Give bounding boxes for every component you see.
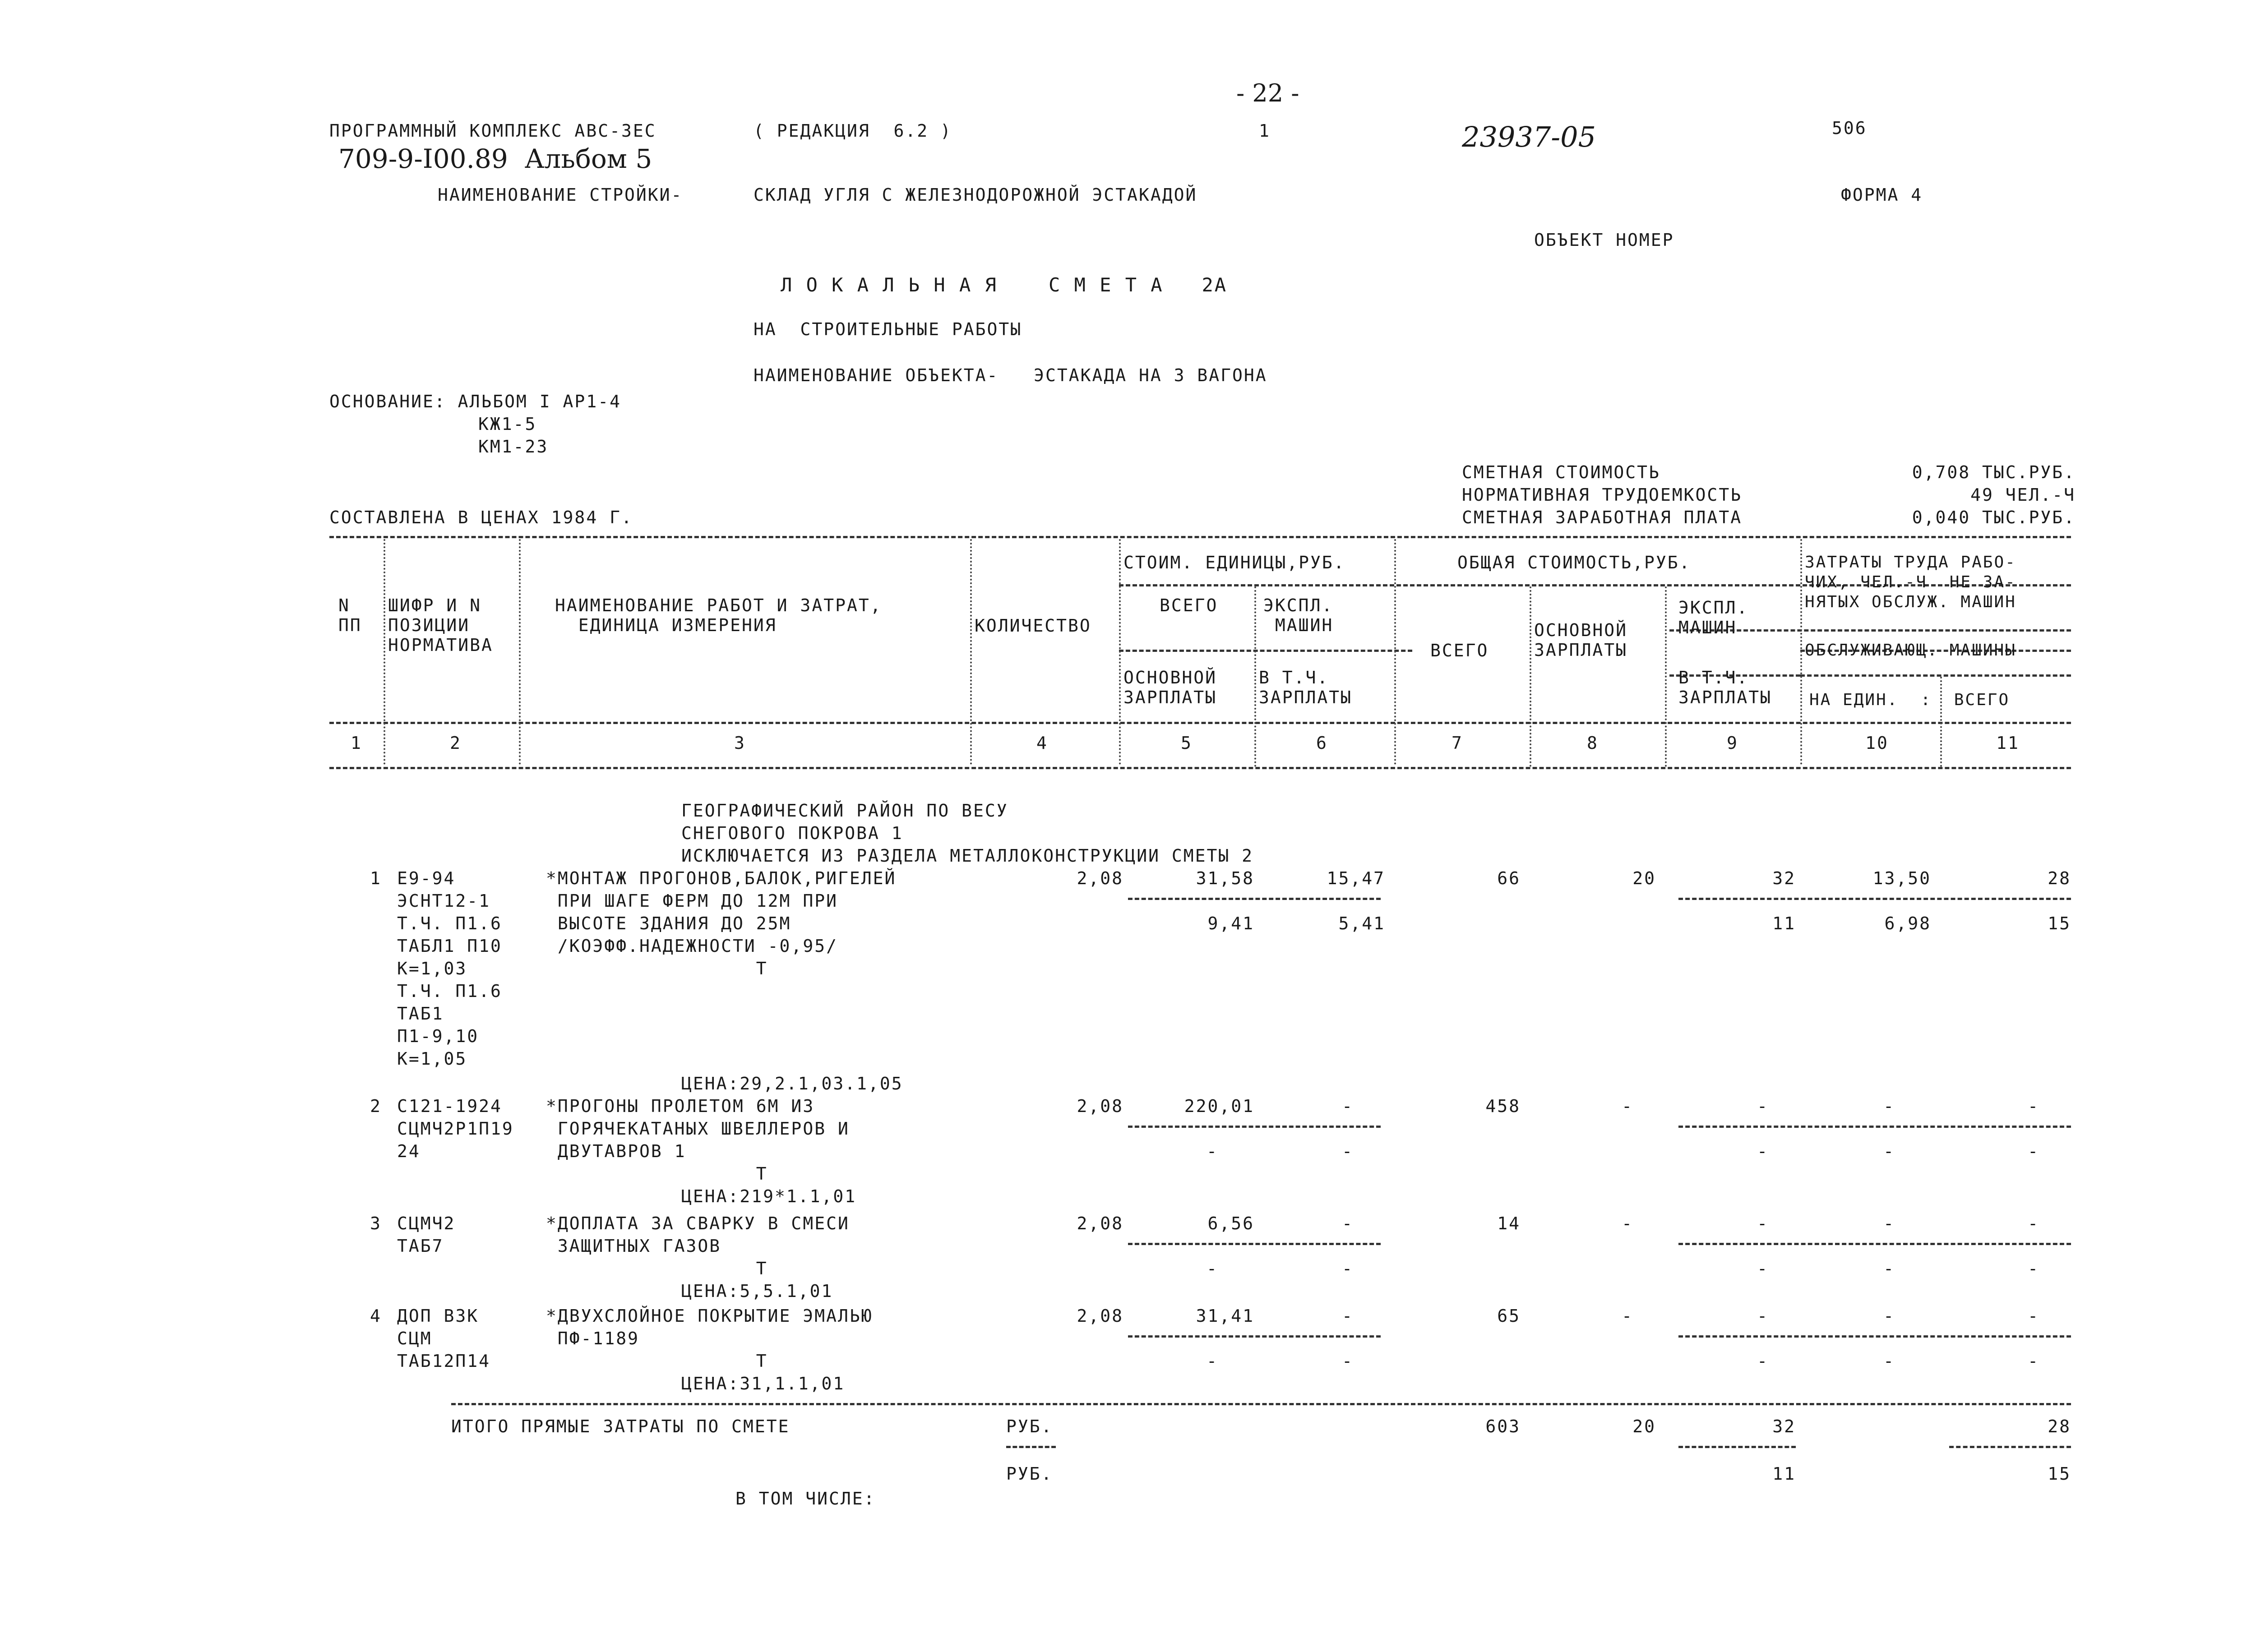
row-total-machine-wage: - <box>1757 1351 1769 1371</box>
col-head-total-machine-wage: В Т.Ч. ЗАРПЛАТЫ <box>1678 668 1772 707</box>
object-number: ОБЪЕКТ НОМЕР <box>1534 230 1674 250</box>
row-total-wage: - <box>1622 1214 1633 1233</box>
row-unit-machine-wage: - <box>1342 1259 1354 1278</box>
row-code: СЦМЧ2 <box>397 1214 456 1233</box>
row-price: ЦЕНА:29,2.1,03.1,05 <box>681 1074 903 1094</box>
totals-machines: 32 <box>1772 1417 1796 1436</box>
row-number: 2 <box>370 1096 382 1116</box>
row-code: ЭСНТ12-1 <box>397 891 491 911</box>
col-head-total-wage: ОСНОВНОЙ ЗАРПЛАТЫ <box>1534 620 1628 660</box>
row-code: К=1,05 <box>397 1049 467 1069</box>
row-code: С121-1924 <box>397 1096 502 1116</box>
totals-labor: 28 <box>2048 1417 2071 1436</box>
row-name: ВЫСОТЕ ЗДАНИЯ ДО 25М <box>546 914 791 933</box>
row-unit-machine-wage: - <box>1342 1141 1354 1161</box>
row-name: /КОЭФФ.НАДЕЖНОСТИ -0,95/ <box>546 936 838 956</box>
col-head-total-cost: ОБЩАЯ СТОИМОСТЬ,РУБ. <box>1457 553 1691 572</box>
row-labor-unit: - <box>1883 1096 1895 1116</box>
row-number: 1 <box>370 868 382 888</box>
section-line: ГЕОГРАФИЧЕСКИЙ РАЙОН ПО ВЕСУ <box>681 801 1008 821</box>
row-labor-total: - <box>2028 1351 2039 1371</box>
row-labor-unit: - <box>1883 1351 1895 1371</box>
totals-labor: 15 <box>2048 1464 2071 1484</box>
row-name: Т <box>546 1351 768 1371</box>
row-number: 3 <box>370 1214 382 1233</box>
row-code: Т.Ч. П1.6 <box>397 914 502 933</box>
row-code: ТАБЛ1 П10 <box>397 936 502 956</box>
row-total-machines: - <box>1757 1096 1769 1116</box>
summary-value: 0,040 ТЫС.РУБ. <box>1912 508 2076 527</box>
row-code: Т.Ч. П1.6 <box>397 981 502 1001</box>
row-labor-total: - <box>2028 1259 2039 1278</box>
col-number: 7 <box>1452 733 1463 753</box>
row-name: *ДВУХСЛОЙНОЕ ПОКРЫТИЕ ЭМАЛЬЮ <box>546 1306 873 1326</box>
row-name: *МОНТАЖ ПРОГОНОВ,БАЛОК,РИГЕЛЕЙ <box>546 868 897 888</box>
row-labor-total: - <box>2028 1306 2039 1326</box>
col-head-labor-service: ОБСЛУЖИВАЮЩ. МАШИНЫ <box>1805 641 2016 660</box>
col-number: 11 <box>1996 733 2020 753</box>
row-labor-total: - <box>2028 1214 2039 1233</box>
row-unit-machines: 15,47 <box>1327 868 1385 888</box>
construction-name: СКЛАД УГЛЯ С ЖЕЛЕЗНОДОРОЖНОЙ ЭСТАКАДОЙ <box>754 185 1197 205</box>
col-number: 3 <box>734 733 746 753</box>
totals-wage: 20 <box>1632 1417 1656 1436</box>
row-total-wage: - <box>1622 1306 1633 1326</box>
row-total: 458 <box>1485 1096 1521 1116</box>
row-quantity: 2,08 <box>1077 868 1123 888</box>
col-head-number: N ПП <box>338 595 362 635</box>
row-price: ЦЕНА:5,5.1,01 <box>681 1281 833 1301</box>
row-quantity: 2,08 <box>1077 1096 1123 1116</box>
col-number: 10 <box>1865 733 1889 753</box>
totals-unit: РУБ. <box>1006 1464 1053 1484</box>
basis-line: КЖ1-5 <box>478 414 537 434</box>
totals-label: ИТОГО ПРЯМЫЕ ЗАТРАТЫ ПО СМЕТЕ <box>451 1417 790 1436</box>
row-code: 24 <box>397 1141 421 1161</box>
summary-label: НОРМАТИВНАЯ ТРУДОЕМКОСТЬ <box>1462 485 1743 505</box>
row-quantity: 2,08 <box>1077 1306 1123 1326</box>
row-total-machines: 32 <box>1772 868 1796 888</box>
basis-line: ОСНОВАНИЕ: АЛЬБОМ I АР1-4 <box>329 392 621 411</box>
row-total-wage: 20 <box>1632 868 1656 888</box>
edition: ( РЕДАКЦИЯ 6.2 ) <box>754 121 952 141</box>
totals-machine-wage: 11 <box>1772 1464 1796 1484</box>
summary-value: 49 ЧЕЛ.-Ч <box>1970 485 2076 505</box>
row-labor-unit: - <box>1883 1306 1895 1326</box>
col-number: 6 <box>1316 733 1328 753</box>
row-name: ГОРЯЧЕКАТАНЫХ ШВЕЛЛЕРОВ И <box>546 1119 850 1139</box>
col-head-unit-total: ВСЕГО <box>1160 595 1218 615</box>
row-code: СЦМЧ2Р1П19 <box>397 1119 514 1139</box>
col-number: 8 <box>1587 733 1599 753</box>
row-name: *ПРОГОНЫ ПРОЛЕТОМ 6М ИЗ <box>546 1096 815 1116</box>
totals-total: 603 <box>1485 1417 1521 1436</box>
summary-value: 0,708 ТЫС.РУБ. <box>1912 462 2076 482</box>
section-line: ИСКЛЮЧАЕТСЯ ИЗ РАЗДЕЛА МЕТАЛЛОКОНСТРУКЦИИ СМЕТЫ 2 <box>681 846 1254 866</box>
row-labor-total: - <box>2028 1096 2039 1116</box>
col-head-unit-machine-wage: В Т.Ч. ЗАРПЛАТЫ <box>1259 668 1353 707</box>
row-total-machine-wage: - <box>1757 1259 1769 1278</box>
prices-basis: СОСТАВЛЕНА В ЦЕНАХ 1984 Г. <box>329 508 633 527</box>
row-unit-wage: - <box>1207 1141 1218 1161</box>
form-label: ФОРМА 4 <box>1841 185 1923 205</box>
estimate-title: Л О К А Л Ь Н А Я С М Е Т А 2А <box>781 274 1228 296</box>
row-code: К=1,03 <box>397 959 467 978</box>
row-total-wage: - <box>1622 1096 1633 1116</box>
row-unit-machines: - <box>1342 1306 1354 1326</box>
row-code: ТАБ1 <box>397 1004 444 1024</box>
page-number: - 22 - <box>1236 79 1299 107</box>
row-unit-total: 31,41 <box>1196 1306 1254 1326</box>
row-name: Т <box>546 1164 768 1184</box>
row-quantity: 2,08 <box>1077 1214 1123 1233</box>
summary-label: СМЕТНАЯ СТОИМОСТЬ <box>1462 462 1660 482</box>
program-name: ПРОГРАММНЫЙ КОМПЛЕКС АВС-3ЕС <box>329 121 656 141</box>
row-labor-total: - <box>2028 1141 2039 1161</box>
summary-label: СМЕТНАЯ ЗАРАБОТНАЯ ПЛАТА <box>1462 508 1743 527</box>
row-name: Т <box>546 959 768 978</box>
row-total-machines: - <box>1757 1306 1769 1326</box>
col-head-name: НАИМЕНОВАНИЕ РАБОТ И ЗАТРАТ, ЕДИНИЦА ИЗМЕРЕНИЯ <box>555 595 882 635</box>
row-total: 66 <box>1497 868 1521 888</box>
row-labor-unit: 13,50 <box>1872 868 1931 888</box>
col-head-labor: ЗАТРАТЫ ТРУДА РАБО- ЧИХ, ЧЕЛ.-Ч НЕ ЗА- НЯТЫХ ОБСЛУЖ. МАШИН <box>1805 553 2016 611</box>
col-head-unit-wage: ОСНОВНОЙ ЗАРПЛАТЫ <box>1123 668 1217 707</box>
row-code: ДОП ВЗК <box>397 1306 479 1326</box>
row-labor-unit: 6,98 <box>1884 914 1931 933</box>
row-unit-wage: - <box>1207 1351 1218 1371</box>
row-total-machines: - <box>1757 1214 1769 1233</box>
row-unit-machine-wage: - <box>1342 1351 1354 1371</box>
col-head-unit-machines: ЭКСПЛ. МАШИН <box>1263 595 1334 635</box>
col-number: 5 <box>1181 733 1193 753</box>
row-unit-wage: - <box>1207 1259 1218 1278</box>
construction-label: НАИМЕНОВАНИЕ СТРОЙКИ- <box>438 185 683 205</box>
row-code: СЦМ <box>397 1329 432 1348</box>
row-code: ТАБ12П14 <box>397 1351 491 1371</box>
row-unit-total: 6,56 <box>1207 1214 1254 1233</box>
row-code: ТАБ7 <box>397 1236 444 1256</box>
row-name: ДВУТАВРОВ 1 <box>546 1141 686 1161</box>
row-total-machine-wage: 11 <box>1772 914 1796 933</box>
section-line: СНЕГОВОГО ПОКРОВА 1 <box>681 823 903 843</box>
totals-unit: РУБ. <box>1006 1417 1053 1436</box>
basis-line: КМ1-23 <box>478 437 549 457</box>
row-name: Т <box>546 1259 768 1278</box>
row-labor-unit: - <box>1883 1141 1895 1161</box>
col-head-code: ШИФР И N ПОЗИЦИИ НОРМАТИВА <box>388 595 493 655</box>
row-total: 65 <box>1497 1306 1521 1326</box>
row-labor-unit: - <box>1883 1214 1895 1233</box>
album-label: 709-9-I00.89 Альбом 5 <box>338 143 652 174</box>
row-labor-total: 28 <box>2048 868 2071 888</box>
including-label: В ТОМ ЧИСЛЕ: <box>735 1489 876 1509</box>
row-unit-total: 220,01 <box>1184 1096 1254 1116</box>
col-head-unit-cost: СТОИМ. ЕДИНИЦЫ,РУБ. <box>1123 553 1345 572</box>
row-unit-total: 31,58 <box>1196 868 1254 888</box>
object-name: НАИМЕНОВАНИЕ ОБЪЕКТА- ЭСТАКАДА НА 3 ВАГОНА <box>754 365 1267 385</box>
row-name: ПРИ ШАГЕ ФЕРМ ДО 12М ПРИ <box>546 891 838 911</box>
row-unit-machines: - <box>1342 1214 1354 1233</box>
col-head-total-machines: ЭКСПЛ. МАШИН <box>1678 598 1749 637</box>
col-head-quantity: КОЛИЧЕСТВО <box>975 616 1091 636</box>
row-unit-machine-wage: 5,41 <box>1338 914 1385 933</box>
col-head-total-all: ВСЕГО <box>1430 641 1489 660</box>
col-number: 9 <box>1727 733 1738 753</box>
document-number: 23937-05 <box>1462 120 1596 153</box>
row-unit-wage: 9,41 <box>1207 914 1254 933</box>
row-price: ЦЕНА:219*1.1,01 <box>681 1186 857 1206</box>
row-name: ЗАЩИТНЫХ ГАЗОВ <box>546 1236 721 1256</box>
row-name: ПФ-1189 <box>546 1329 640 1348</box>
row-labor-unit: - <box>1883 1259 1895 1278</box>
code-number: 506 <box>1832 118 1867 138</box>
row-total-machine-wage: - <box>1757 1141 1769 1161</box>
row-number: 4 <box>370 1306 382 1326</box>
row-price: ЦЕНА:31,1.1,01 <box>681 1374 845 1394</box>
row-labor-total: 15 <box>2048 914 2071 933</box>
row-code: Е9-94 <box>397 868 456 888</box>
row-code: П1-9,10 <box>397 1026 479 1046</box>
row-name: *ДОПЛАТА ЗА СВАРКУ В СМЕСИ <box>546 1214 850 1233</box>
sheet-number: 1 <box>1259 121 1271 141</box>
col-number: 1 <box>351 733 362 753</box>
row-unit-machines: - <box>1342 1096 1354 1116</box>
col-head-labor-split: НА ЕДИН. : ВСЕГО <box>1809 691 2010 709</box>
col-number: 4 <box>1036 733 1048 753</box>
works-type: НА СТРОИТЕЛЬНЫЕ РАБОТЫ <box>754 319 1022 339</box>
col-number: 2 <box>450 733 462 753</box>
row-total: 14 <box>1497 1214 1521 1233</box>
